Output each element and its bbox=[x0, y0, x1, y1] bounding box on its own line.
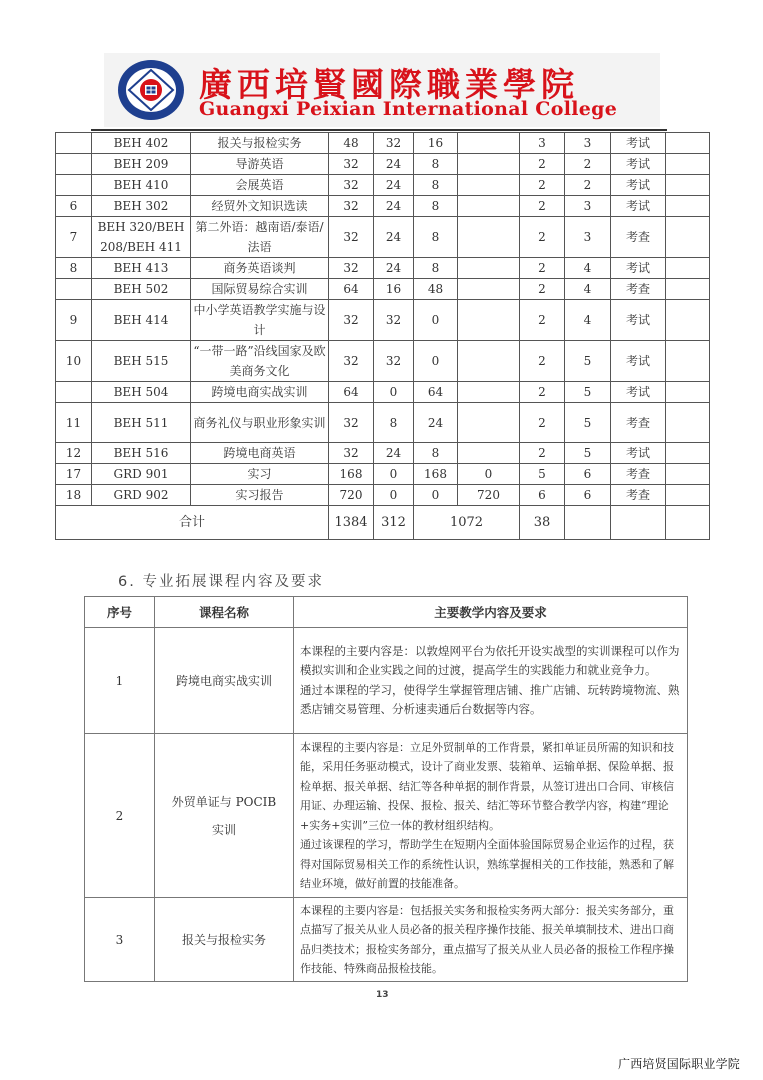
table-row bbox=[56, 279, 710, 300]
theory-hours: 16 bbox=[374, 279, 414, 300]
row-number: 9 bbox=[56, 300, 92, 341]
row-number: 2 bbox=[85, 734, 155, 898]
remarks bbox=[666, 217, 710, 258]
remarks bbox=[666, 133, 710, 154]
course-name: 报关与报检实务 bbox=[191, 133, 329, 154]
practice-hours: 8 bbox=[414, 443, 458, 464]
theory-hours: 0 bbox=[374, 382, 414, 403]
table-row bbox=[56, 300, 710, 341]
other-hours bbox=[458, 175, 520, 196]
assessment-type: 考查 bbox=[611, 217, 666, 258]
theory-hours: 24 bbox=[374, 154, 414, 175]
theory-hours: 8 bbox=[374, 403, 414, 443]
semester: 4 bbox=[565, 300, 611, 341]
theory-hours: 24 bbox=[374, 443, 414, 464]
table-row bbox=[56, 464, 710, 485]
course-code: BEH 320/BEH 208/BEH 411 bbox=[92, 217, 191, 258]
course-code: GRD 901 bbox=[92, 464, 191, 485]
table-row bbox=[56, 258, 710, 279]
row-number: 17 bbox=[56, 464, 92, 485]
course-code: BEH 410 bbox=[92, 175, 191, 196]
credits: 2 bbox=[520, 382, 565, 403]
semester: 5 bbox=[565, 443, 611, 464]
course-name: 实习 bbox=[191, 464, 329, 485]
table-row bbox=[56, 217, 710, 258]
assessment-type: 考试 bbox=[611, 341, 666, 382]
description-paragraph: 通过该课程的学习，帮助学生在短期内全面体验国际贸易企业运作的过程，获得对国际贸易相关工作的系统性认识，熟练掌握相关的工作技能，熟悉和了解结业环境，做好前置的技能准备。 bbox=[300, 838, 674, 890]
credits: 2 bbox=[520, 403, 565, 443]
row-number bbox=[56, 133, 92, 154]
total-hours: 32 bbox=[329, 341, 374, 382]
assessment-type bbox=[611, 506, 666, 540]
practice-hours: 0 bbox=[414, 341, 458, 382]
total-hours: 720 bbox=[329, 485, 374, 506]
assessment-type: 考试 bbox=[611, 154, 666, 175]
theory-hours: 312 bbox=[374, 506, 414, 540]
practice-hours: 8 bbox=[414, 217, 458, 258]
footer-college-name: 广西培贤国际职业学院 bbox=[618, 1057, 741, 1071]
other-hours bbox=[458, 154, 520, 175]
description-paragraph: 本课程的主要内容是：立足外贸制单的工作背景，紧扣单证员所需的知识和技能，采用任务驱动模式，设计了商业发票、装箱单、运输单据、保险单据、报检单据、报关单据、结汇等各种单据的制作背景，从签订进出口合同、审核信用证、办理运输、投保、报检、报关、结汇等环节整合教学内容，构建“理论+实务+实训”三位一体的教材组织结构。 bbox=[300, 740, 674, 832]
course-name: 商务礼仪与职业形象实训 bbox=[191, 403, 329, 443]
remarks bbox=[666, 300, 710, 341]
description-paragraph: 本课程的主要内容是：包括报关实务和报检实务两大部分：报关实务部分，重点描写了报关从业人员必备的报关程序操作技能、报关单填制技术、进出口商品归类技术；报检实务部分，重点描写了报关从业人员必备的报检工作程序操作技能、特殊商品报检技能。 bbox=[300, 903, 674, 975]
credits: 2 bbox=[520, 175, 565, 196]
assessment-type: 考查 bbox=[611, 279, 666, 300]
other-hours bbox=[458, 133, 520, 154]
row-number: 12 bbox=[56, 443, 92, 464]
course-code: BEH 515 bbox=[92, 341, 191, 382]
total-hours: 32 bbox=[329, 258, 374, 279]
extension-courses-table bbox=[84, 596, 688, 982]
remarks bbox=[666, 279, 710, 300]
theory-hours: 0 bbox=[374, 485, 414, 506]
assessment-type: 考查 bbox=[611, 464, 666, 485]
practice-hours: 168 bbox=[414, 464, 458, 485]
other-hours bbox=[458, 443, 520, 464]
other-hours bbox=[458, 279, 520, 300]
course-name: 外贸单证与 POCIB 实训 bbox=[155, 734, 294, 898]
credits: 2 bbox=[520, 279, 565, 300]
course-description bbox=[294, 898, 688, 982]
total-hours: 32 bbox=[329, 217, 374, 258]
remarks bbox=[666, 341, 710, 382]
table-row bbox=[56, 341, 710, 382]
other-hours bbox=[458, 258, 520, 279]
table-row bbox=[56, 485, 710, 506]
row-number: 3 bbox=[85, 898, 155, 982]
semester: 5 bbox=[565, 341, 611, 382]
course-code: BEH 209 bbox=[92, 154, 191, 175]
row-number bbox=[56, 382, 92, 403]
theory-hours: 24 bbox=[374, 258, 414, 279]
assessment-type: 考试 bbox=[611, 175, 666, 196]
total-hours: 1384 bbox=[329, 506, 374, 540]
course-description bbox=[294, 628, 688, 734]
remarks bbox=[666, 382, 710, 403]
remarks bbox=[666, 196, 710, 217]
assessment-type: 考试 bbox=[611, 196, 666, 217]
table-row bbox=[85, 734, 688, 898]
table-row bbox=[56, 443, 710, 464]
credits: 2 bbox=[520, 443, 565, 464]
practice-hours: 8 bbox=[414, 258, 458, 279]
course-code: BEH 516 bbox=[92, 443, 191, 464]
row-number: 18 bbox=[56, 485, 92, 506]
semester: 5 bbox=[565, 403, 611, 443]
row-number bbox=[56, 154, 92, 175]
semester: 3 bbox=[565, 217, 611, 258]
credits: 5 bbox=[520, 464, 565, 485]
remarks bbox=[666, 506, 710, 540]
table-row bbox=[56, 196, 710, 217]
description-paragraph: 通过本课程的学习，使得学生掌握管理店铺、推广店铺、玩转跨境物流、熟悉店铺交易管理、分析速卖通后台数据等内容。 bbox=[300, 682, 680, 716]
total-hours: 48 bbox=[329, 133, 374, 154]
row-number bbox=[56, 175, 92, 196]
course-code: BEH 402 bbox=[92, 133, 191, 154]
practice-hours: 0 bbox=[414, 300, 458, 341]
college-emblem-icon bbox=[116, 59, 186, 121]
course-name: 导游英语 bbox=[191, 154, 329, 175]
remarks bbox=[666, 485, 710, 506]
theory-hours: 24 bbox=[374, 196, 414, 217]
course-name: 国际贸易综合实训 bbox=[191, 279, 329, 300]
practice-hours: 0 bbox=[414, 485, 458, 506]
other-hours bbox=[458, 341, 520, 382]
course-name: “一带一路”沿线国家及欧美商务文化 bbox=[191, 341, 329, 382]
college-banner bbox=[104, 53, 660, 127]
header-no: 序号 bbox=[85, 597, 155, 628]
assessment-type: 考试 bbox=[611, 258, 666, 279]
remarks bbox=[666, 464, 710, 485]
other-hours bbox=[458, 217, 520, 258]
total-hours: 32 bbox=[329, 175, 374, 196]
practice-hours: 16 bbox=[414, 133, 458, 154]
description-paragraph: 本课程的主要内容是：以敦煌网平台为依托开设实战型的实训课程可以作为模拟实训和企业实践之间的过渡，提高学生的实践能力和就业竞争力。 bbox=[300, 643, 680, 677]
remarks bbox=[666, 258, 710, 279]
assessment-type: 考试 bbox=[611, 382, 666, 403]
semester: 6 bbox=[565, 464, 611, 485]
remarks bbox=[666, 443, 710, 464]
total-hours: 32 bbox=[329, 443, 374, 464]
total-hours: 168 bbox=[329, 464, 374, 485]
semester: 3 bbox=[565, 196, 611, 217]
practice-hours: 48 bbox=[414, 279, 458, 300]
table-row bbox=[85, 628, 688, 734]
remarks bbox=[666, 154, 710, 175]
header-rule bbox=[91, 129, 667, 131]
course-code: BEH 302 bbox=[92, 196, 191, 217]
course-name: 中小学英语教学实施与设计 bbox=[191, 300, 329, 341]
table-row bbox=[56, 403, 710, 443]
course-name: 会展英语 bbox=[191, 175, 329, 196]
course-code: BEH 502 bbox=[92, 279, 191, 300]
other-hours bbox=[458, 300, 520, 341]
assessment-type: 考查 bbox=[611, 403, 666, 443]
row-number bbox=[56, 279, 92, 300]
other-hours bbox=[458, 196, 520, 217]
theory-hours: 32 bbox=[374, 300, 414, 341]
practice-hours: 24 bbox=[414, 403, 458, 443]
theory-hours: 24 bbox=[374, 217, 414, 258]
semester: 4 bbox=[565, 258, 611, 279]
table-row bbox=[56, 175, 710, 196]
course-name: 商务英语谈判 bbox=[191, 258, 329, 279]
assessment-type: 考查 bbox=[611, 485, 666, 506]
row-number: 7 bbox=[56, 217, 92, 258]
total-hours: 64 bbox=[329, 382, 374, 403]
course-schedule-table bbox=[55, 132, 710, 540]
theory-hours: 24 bbox=[374, 175, 414, 196]
practice-hours: 8 bbox=[414, 196, 458, 217]
course-code: BEH 413 bbox=[92, 258, 191, 279]
total-hours: 32 bbox=[329, 300, 374, 341]
semester: 5 bbox=[565, 382, 611, 403]
total-row bbox=[56, 506, 710, 540]
row-number: 1 bbox=[85, 628, 155, 734]
row-number: 8 bbox=[56, 258, 92, 279]
credits: 3 bbox=[520, 133, 565, 154]
row-number: 11 bbox=[56, 403, 92, 443]
theory-hours: 32 bbox=[374, 341, 414, 382]
practice-hours: 8 bbox=[414, 154, 458, 175]
total-hours: 32 bbox=[329, 154, 374, 175]
row-number: 6 bbox=[56, 196, 92, 217]
college-name-english: Guangxi Peixian International College bbox=[199, 98, 618, 120]
table-row bbox=[85, 898, 688, 982]
remarks bbox=[666, 175, 710, 196]
table-row bbox=[56, 133, 710, 154]
semester: 2 bbox=[565, 175, 611, 196]
table-header-row bbox=[85, 597, 688, 628]
course-name: 跨境电商英语 bbox=[191, 443, 329, 464]
course-name: 实习报告 bbox=[191, 485, 329, 506]
table-row bbox=[56, 382, 710, 403]
credits: 38 bbox=[520, 506, 565, 540]
total-hours: 32 bbox=[329, 196, 374, 217]
course-name: 第二外语：越南语/泰语/法语 bbox=[191, 217, 329, 258]
total-label: 合计 bbox=[56, 506, 329, 540]
course-name: 报关与报检实务 bbox=[155, 898, 294, 982]
course-code: GRD 902 bbox=[92, 485, 191, 506]
course-code: BEH 504 bbox=[92, 382, 191, 403]
assessment-type: 考试 bbox=[611, 443, 666, 464]
semester: 2 bbox=[565, 154, 611, 175]
page-number: 13 bbox=[376, 990, 389, 1000]
credits: 6 bbox=[520, 485, 565, 506]
table-row bbox=[56, 154, 710, 175]
course-code: BEH 414 bbox=[92, 300, 191, 341]
section-heading: 6. 专业拓展课程内容及要求 bbox=[118, 574, 324, 590]
header-content: 主要教学内容及要求 bbox=[294, 597, 688, 628]
total-hours: 64 bbox=[329, 279, 374, 300]
practice-hours: 1072 bbox=[414, 506, 520, 540]
other-hours bbox=[458, 403, 520, 443]
header-course-name: 课程名称 bbox=[155, 597, 294, 628]
credits: 2 bbox=[520, 154, 565, 175]
course-name: 经贸外文知识选读 bbox=[191, 196, 329, 217]
row-number: 10 bbox=[56, 341, 92, 382]
other-hours: 720 bbox=[458, 485, 520, 506]
course-description bbox=[294, 734, 688, 898]
assessment-type: 考试 bbox=[611, 133, 666, 154]
course-code: BEH 511 bbox=[92, 403, 191, 443]
credits: 2 bbox=[520, 196, 565, 217]
practice-hours: 8 bbox=[414, 175, 458, 196]
credits: 2 bbox=[520, 341, 565, 382]
semester: 4 bbox=[565, 279, 611, 300]
theory-hours: 0 bbox=[374, 464, 414, 485]
assessment-type: 考试 bbox=[611, 300, 666, 341]
semester: 3 bbox=[565, 133, 611, 154]
semester bbox=[565, 506, 611, 540]
credits: 2 bbox=[520, 217, 565, 258]
course-name: 跨境电商实战实训 bbox=[191, 382, 329, 403]
semester: 6 bbox=[565, 485, 611, 506]
course-name: 跨境电商实战实训 bbox=[155, 628, 294, 734]
remarks bbox=[666, 403, 710, 443]
credits: 2 bbox=[520, 300, 565, 341]
other-hours: 0 bbox=[458, 464, 520, 485]
college-name-chinese: 廣西培賢國際職業學院 bbox=[199, 65, 579, 104]
theory-hours: 32 bbox=[374, 133, 414, 154]
credits: 2 bbox=[520, 258, 565, 279]
practice-hours: 64 bbox=[414, 382, 458, 403]
total-hours: 32 bbox=[329, 403, 374, 443]
other-hours bbox=[458, 382, 520, 403]
